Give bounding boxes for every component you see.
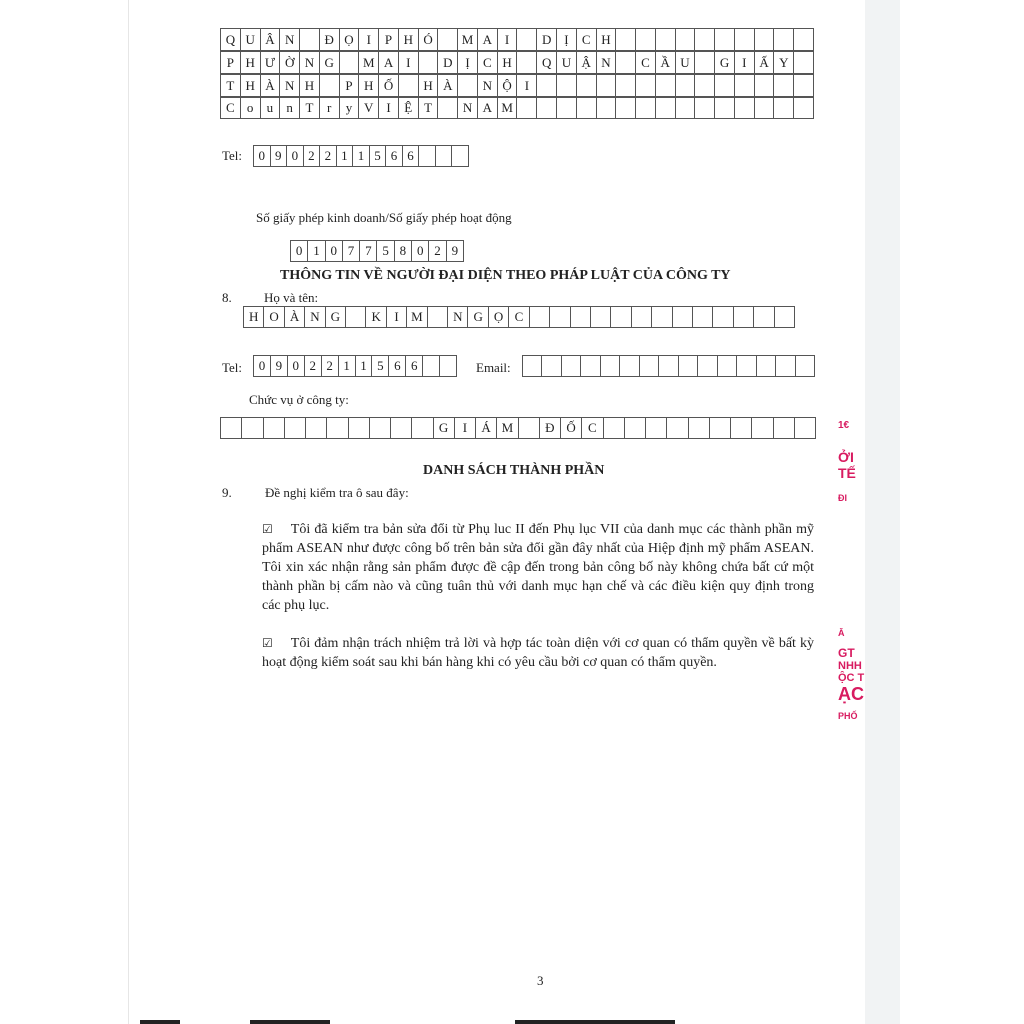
- checked-checkbox-icon: ☑: [262, 522, 273, 536]
- char-box: 0: [253, 145, 271, 167]
- char-box: Ư: [260, 51, 281, 74]
- char-box: À: [437, 74, 458, 97]
- char-box: [672, 306, 693, 328]
- char-box: [596, 97, 617, 119]
- char-box: N: [304, 306, 325, 328]
- char-box: [631, 306, 652, 328]
- char-box: I: [378, 97, 399, 119]
- char-box: [549, 306, 570, 328]
- char-box: [734, 97, 755, 119]
- char-box: 9: [270, 355, 288, 377]
- char-box: r: [319, 97, 340, 119]
- char-box: P: [339, 74, 360, 97]
- char-box: M: [406, 306, 427, 328]
- char-box: [793, 51, 814, 74]
- char-box: o: [240, 97, 261, 119]
- char-box: H: [596, 28, 617, 51]
- char-box: [576, 74, 597, 97]
- address-row-4: [220, 97, 814, 119]
- char-box: [793, 97, 814, 119]
- char-box: [635, 28, 656, 51]
- char-box: 2: [319, 145, 337, 167]
- char-box: [610, 306, 631, 328]
- char-box: [615, 51, 636, 74]
- char-box: 1: [355, 355, 373, 377]
- char-box: 1: [338, 355, 356, 377]
- char-box: [678, 355, 698, 377]
- section-8-number: 8.: [222, 290, 232, 305]
- char-box: [717, 355, 737, 377]
- char-box: [793, 28, 814, 51]
- char-box: [675, 28, 696, 51]
- char-box: M: [358, 51, 379, 74]
- char-box: [603, 417, 625, 439]
- char-box: 6: [388, 355, 406, 377]
- ingredients-heading: DANH SÁCH THÀNH PHẦN: [423, 463, 605, 478]
- char-box: H: [240, 51, 261, 74]
- char-box: [756, 355, 776, 377]
- char-box: [655, 28, 676, 51]
- char-box: [319, 74, 340, 97]
- representative-heading: THÔNG TIN VỀ NGƯỜI ĐẠI DIỆN THEO PHÁP LUẬT CỦA CÔNG TY: [280, 268, 731, 283]
- declaration-item-2: [262, 634, 814, 672]
- char-box: 0: [286, 145, 304, 167]
- char-box: T: [220, 74, 241, 97]
- declaration-item-1-text: Tôi đã kiểm tra bản sửa đổi từ Phụ luc II đến Phụ lục VII của danh mục các thành phần mỹ phẩm ASEAN như được công bố trên bản sửa đổi gần đây nhất của Hiệp định mỹ phẩm ASEAN. Tôi xin xác nhận rằng sản phẩm được đề cập đến trong bản công bố này không chứa bất cứ một thành phần bị cấm nào và cũng tuân thủ với danh mục hạn chế và các điều kiện quy định trong các phụ lục.: [262, 522, 814, 613]
- char-box: u: [260, 97, 281, 119]
- char-box: Ị: [457, 51, 478, 74]
- char-box: T: [299, 97, 320, 119]
- char-box: [435, 145, 453, 167]
- char-box: [570, 306, 591, 328]
- char-box: I: [358, 28, 379, 51]
- bottom-edge-mark: [140, 1020, 180, 1024]
- char-box: D: [437, 51, 458, 74]
- char-box: 0: [253, 355, 271, 377]
- email-grid: [522, 355, 815, 377]
- char-box: [694, 97, 715, 119]
- char-box: [299, 28, 320, 51]
- char-box: H: [398, 28, 419, 51]
- char-box: [774, 306, 795, 328]
- char-box: U: [240, 28, 261, 51]
- char-box: V: [358, 97, 379, 119]
- char-box: [541, 355, 561, 377]
- name-grid: [243, 306, 795, 328]
- char-box: G: [714, 51, 735, 74]
- char-box: Ậ: [576, 51, 597, 74]
- char-box: [645, 417, 667, 439]
- page-edge-shadow: [864, 0, 900, 1024]
- char-box: N: [447, 306, 468, 328]
- char-box: Ố: [560, 417, 582, 439]
- char-box: [576, 97, 597, 119]
- char-box: [596, 74, 617, 97]
- char-box: U: [675, 51, 696, 74]
- char-box: [753, 306, 774, 328]
- address-row-2: [220, 51, 814, 74]
- char-box: Ọ: [339, 28, 360, 51]
- char-box: N: [299, 51, 320, 74]
- char-box: [675, 74, 696, 97]
- char-box: y: [339, 97, 360, 119]
- char-box: P: [220, 51, 241, 74]
- char-box: A: [378, 51, 399, 74]
- char-box: [736, 355, 756, 377]
- char-box: [348, 417, 370, 439]
- char-box: G: [319, 51, 340, 74]
- company-tel-grid: [253, 145, 469, 167]
- char-box: 5: [376, 240, 394, 262]
- name-label: Họ và tên:: [264, 290, 319, 305]
- char-box: Đ: [319, 28, 340, 51]
- char-box: P: [378, 28, 399, 51]
- char-box: [411, 417, 433, 439]
- char-box: [619, 355, 639, 377]
- char-box: 5: [369, 145, 387, 167]
- char-box: [536, 74, 557, 97]
- char-box: [692, 306, 713, 328]
- char-box: 6: [405, 355, 423, 377]
- char-box: C: [477, 51, 498, 74]
- char-box: [427, 306, 448, 328]
- char-box: [733, 306, 754, 328]
- char-box: [516, 51, 537, 74]
- position-label: Chức vụ ở công ty:: [249, 392, 349, 407]
- char-box: [437, 97, 458, 119]
- char-box: [651, 306, 672, 328]
- char-box: T: [418, 97, 439, 119]
- char-box: G: [433, 417, 455, 439]
- char-box: 5: [371, 355, 389, 377]
- char-box: G: [467, 306, 488, 328]
- char-box: G: [325, 306, 346, 328]
- char-box: [369, 417, 391, 439]
- char-box: [709, 417, 731, 439]
- char-box: H: [299, 74, 320, 97]
- char-box: [658, 355, 678, 377]
- char-box: [730, 417, 752, 439]
- char-box: Ầ: [655, 51, 676, 74]
- char-box: M: [457, 28, 478, 51]
- char-box: [418, 51, 439, 74]
- char-box: Y: [773, 51, 794, 74]
- char-box: 8: [394, 240, 412, 262]
- char-box: [398, 74, 419, 97]
- char-box: [754, 97, 775, 119]
- char-box: [451, 145, 469, 167]
- char-box: [390, 417, 412, 439]
- company-stamp-lower: Ă GT NHH ỘC T ẠC PHỐ: [838, 628, 865, 721]
- char-box: [793, 74, 814, 97]
- char-box: [794, 417, 816, 439]
- char-box: N: [279, 28, 300, 51]
- char-box: Ị: [556, 28, 577, 51]
- char-box: U: [556, 51, 577, 74]
- char-box: I: [497, 28, 518, 51]
- char-box: C: [635, 51, 656, 74]
- char-box: N: [477, 74, 498, 97]
- char-box: H: [240, 74, 261, 97]
- company-tel-label: Tel:: [222, 148, 243, 163]
- char-box: Ó: [418, 28, 439, 51]
- char-box: I: [398, 51, 419, 74]
- char-box: [339, 51, 360, 74]
- char-box: 6: [402, 145, 420, 167]
- char-box: H: [243, 306, 264, 328]
- char-box: [516, 28, 537, 51]
- position-grid: [220, 417, 816, 439]
- checked-checkbox-icon: ☑: [262, 636, 273, 650]
- char-box: [734, 74, 755, 97]
- char-box: [666, 417, 688, 439]
- license-number-grid: [290, 240, 464, 262]
- char-box: [439, 355, 457, 377]
- char-box: Q: [220, 28, 241, 51]
- char-box: 7: [359, 240, 377, 262]
- bottom-edge-mark: [515, 1020, 675, 1024]
- char-box: [457, 74, 478, 97]
- rep-tel-grid: [253, 355, 457, 377]
- char-box: [694, 28, 715, 51]
- char-box: 7: [342, 240, 360, 262]
- char-box: [694, 74, 715, 97]
- char-box: C: [576, 28, 597, 51]
- char-box: [422, 355, 440, 377]
- char-box: [688, 417, 710, 439]
- char-box: N: [457, 97, 478, 119]
- char-box: [712, 306, 733, 328]
- char-box: 1: [336, 145, 354, 167]
- email-label: Email:: [476, 360, 511, 375]
- char-box: [795, 355, 815, 377]
- char-box: I: [734, 51, 755, 74]
- char-box: [518, 417, 540, 439]
- char-box: [326, 417, 348, 439]
- char-box: [675, 97, 696, 119]
- char-box: [561, 355, 581, 377]
- license-label: Số giấy phép kinh doanh/Số giấy phép hoạt động: [256, 210, 512, 225]
- char-box: [284, 417, 306, 439]
- char-box: À: [260, 74, 281, 97]
- char-box: [714, 74, 735, 97]
- char-box: [437, 28, 458, 51]
- char-box: Đ: [539, 417, 561, 439]
- char-box: 2: [304, 355, 322, 377]
- char-box: [590, 306, 611, 328]
- char-box: O: [263, 306, 284, 328]
- char-box: [635, 97, 656, 119]
- char-box: Ờ: [279, 51, 300, 74]
- char-box: A: [477, 97, 498, 119]
- rep-tel-label: Tel:: [222, 360, 243, 375]
- char-box: H: [358, 74, 379, 97]
- char-box: A: [477, 28, 498, 51]
- char-box: [694, 51, 715, 74]
- char-box: H: [418, 74, 439, 97]
- char-box: [773, 28, 794, 51]
- char-box: [714, 28, 735, 51]
- char-box: À: [284, 306, 305, 328]
- address-row-1: [220, 28, 814, 51]
- char-box: [639, 355, 659, 377]
- char-box: 9: [446, 240, 464, 262]
- char-box: I: [386, 306, 407, 328]
- char-box: [754, 74, 775, 97]
- bottom-edge-mark: [250, 1020, 330, 1024]
- char-box: N: [279, 74, 300, 97]
- char-box: [754, 28, 775, 51]
- char-box: [615, 28, 636, 51]
- char-box: [655, 97, 676, 119]
- char-box: [220, 417, 242, 439]
- char-box: I: [454, 417, 476, 439]
- char-box: D: [536, 28, 557, 51]
- char-box: Q: [536, 51, 557, 74]
- char-box: [263, 417, 285, 439]
- char-box: [556, 74, 577, 97]
- char-box: K: [365, 306, 386, 328]
- char-box: [734, 28, 755, 51]
- char-box: M: [497, 97, 518, 119]
- char-box: 9: [270, 145, 288, 167]
- char-box: Â: [260, 28, 281, 51]
- char-box: 0: [287, 355, 305, 377]
- char-box: Ọ: [488, 306, 509, 328]
- char-box: C: [508, 306, 529, 328]
- char-box: [580, 355, 600, 377]
- char-box: Ố: [378, 74, 399, 97]
- char-box: [516, 97, 537, 119]
- char-box: M: [496, 417, 518, 439]
- page-number: 3: [537, 973, 544, 988]
- char-box: C: [581, 417, 603, 439]
- char-box: [714, 97, 735, 119]
- char-box: Ệ: [398, 97, 419, 119]
- char-box: [773, 74, 794, 97]
- char-box: 2: [303, 145, 321, 167]
- char-box: [522, 355, 542, 377]
- char-box: 2: [321, 355, 339, 377]
- char-box: [635, 74, 656, 97]
- char-box: I: [516, 74, 537, 97]
- ingredients-intro: Đề nghị kiểm tra ô sau đây:: [265, 485, 409, 500]
- char-box: [697, 355, 717, 377]
- char-box: [615, 97, 636, 119]
- char-box: [773, 97, 794, 119]
- section-9-number: 9.: [222, 485, 232, 500]
- char-box: [536, 97, 557, 119]
- char-box: C: [220, 97, 241, 119]
- char-box: [305, 417, 327, 439]
- char-box: 0: [325, 240, 343, 262]
- char-box: Á: [475, 417, 497, 439]
- char-box: [751, 417, 773, 439]
- char-box: [556, 97, 577, 119]
- char-box: [345, 306, 366, 328]
- char-box: 0: [411, 240, 429, 262]
- char-box: 6: [385, 145, 403, 167]
- declaration-item-1: [262, 520, 814, 615]
- char-box: [615, 74, 636, 97]
- char-box: Ộ: [497, 74, 518, 97]
- char-box: N: [596, 51, 617, 74]
- char-box: [600, 355, 620, 377]
- declaration-item-2-text: Tôi đảm nhận trách nhiệm trả lời và hợp tác toàn diện với cơ quan có thẩm quyền về bất kỳ hoạt động kiểm soát sau khi bán hàng khi có yêu cầu bởi cơ quan có thẩm quyền.: [262, 636, 814, 670]
- char-box: [775, 355, 795, 377]
- char-box: [655, 74, 676, 97]
- char-box: 1: [352, 145, 370, 167]
- char-box: [624, 417, 646, 439]
- char-box: n: [279, 97, 300, 119]
- char-box: [418, 145, 436, 167]
- char-box: 1: [307, 240, 325, 262]
- char-box: Ấ: [754, 51, 775, 74]
- char-box: [773, 417, 795, 439]
- char-box: 2: [428, 240, 446, 262]
- address-row-3: [220, 74, 814, 97]
- char-box: H: [497, 51, 518, 74]
- char-box: 0: [290, 240, 308, 262]
- company-stamp-upper: 1€ ỞI TẾ ĐI: [838, 420, 856, 503]
- char-box: [529, 306, 550, 328]
- char-box: [241, 417, 263, 439]
